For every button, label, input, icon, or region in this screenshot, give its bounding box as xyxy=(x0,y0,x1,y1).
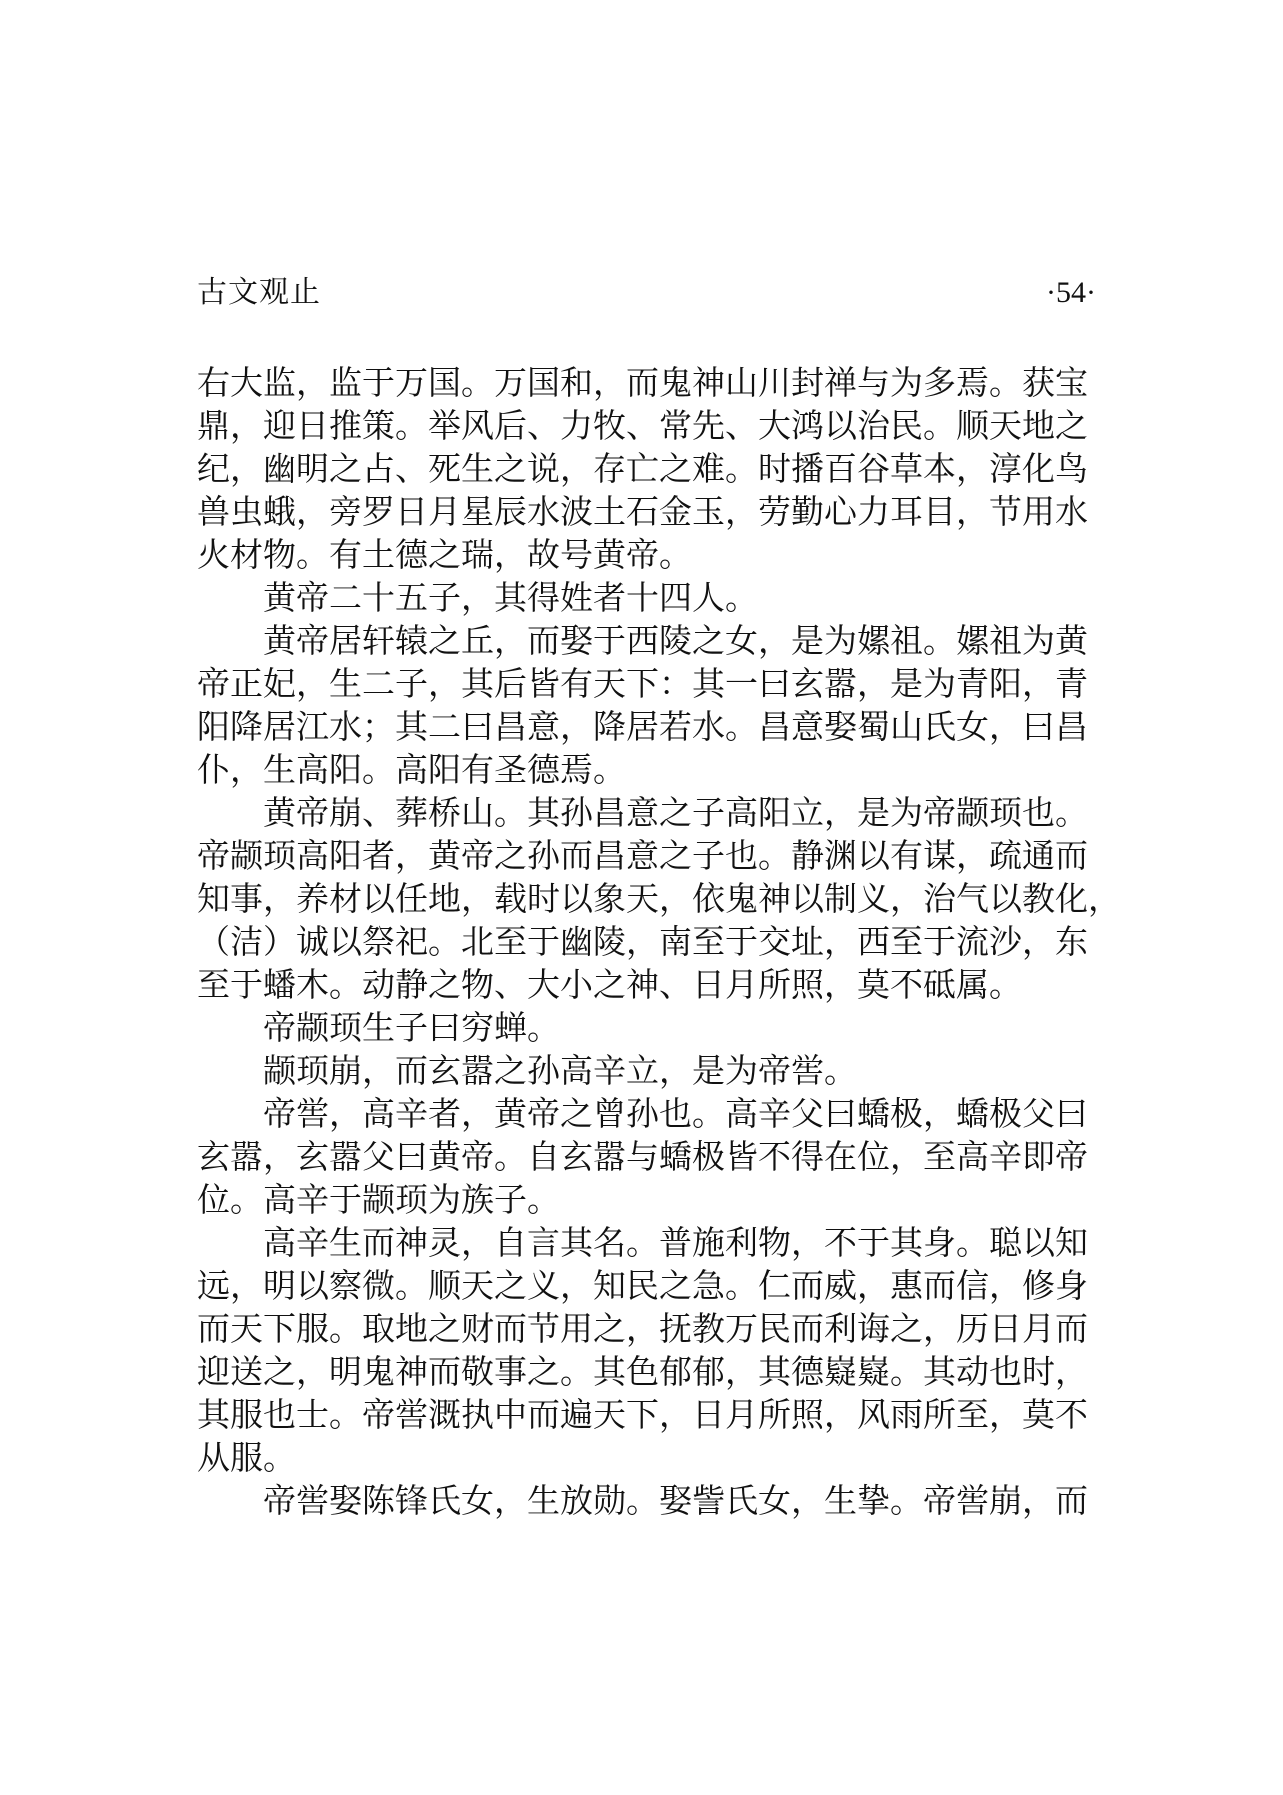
text-line: 帝正妃，生二子，其后皆有天下：其一曰玄嚣，是为青阳，青 xyxy=(197,664,1088,703)
paragraph xyxy=(197,791,1121,1006)
text-line: 帝喾娶陈锋氏女，生放勋。娶訾氏女，生挚。帝喾崩，而 xyxy=(263,1481,1088,1520)
paragraph xyxy=(197,1006,1097,1049)
text-line: 黄帝二十五子，其得姓者十四人。 xyxy=(263,578,758,617)
text-line: 帝喾，高辛者，黄帝之曾孙也。高辛父曰蟜极，蟜极父曰 xyxy=(263,1094,1088,1133)
paragraph xyxy=(197,1092,1097,1221)
paragraph xyxy=(197,619,1097,791)
text-line: 兽虫蛾，旁罗日月星辰水波土石金玉，劳勤心力耳目，节用水 xyxy=(197,492,1088,531)
text-line: 颛顼崩，而玄嚣之孙高辛立，是为帝喾。 xyxy=(263,1051,857,1090)
text-line: 玄嚣，玄嚣父曰黄帝。自玄嚣与蟜极皆不得在位，至高辛即帝 xyxy=(197,1137,1088,1176)
paragraph xyxy=(197,576,1097,619)
text-line: 火材物。有土德之瑞，故号黄帝。 xyxy=(197,535,692,574)
text-line: 而天下服。取地之财而节用之，抚教万民而利诲之，历日月而 xyxy=(197,1309,1088,1348)
body-text xyxy=(197,361,1121,1522)
text-line: 帝颛顼高阳者，黄帝之孙而昌意之子也。静渊以有谋，疏通而 xyxy=(197,836,1088,875)
paragraph xyxy=(197,1479,1097,1522)
text-line: 位。高辛于颛顼为族子。 xyxy=(197,1180,560,1219)
text-line: 远，明以察微。顺天之义，知民之急。仁而威，惠而信，修身 xyxy=(197,1266,1088,1305)
page-number: ·54· xyxy=(1046,276,1096,309)
text-line: 至于蟠木。动静之物、大小之神、日月所照，莫不砥属。 xyxy=(197,965,1022,1004)
text-line: 纪，幽明之占、死生之说，存亡之难。时播百谷草本，淳化鸟 xyxy=(197,449,1088,488)
text-line: 阳降居江水；其二曰昌意，降居若水。昌意娶蜀山氏女，曰昌 xyxy=(197,707,1088,746)
text-line: 右大监，监于万国。万国和，而鬼神山川封禅与为多焉。获宝 xyxy=(197,363,1088,402)
text-line: 黄帝崩、葬桥山。其孙昌意之子高阳立，是为帝颛顼也。 xyxy=(263,793,1088,832)
text-line: （洁）诚以祭祀。北至于幽陵，南至于交址，西至于流沙，东 xyxy=(197,922,1088,961)
text-line: 高辛生而神灵，自言其名。普施利物，不于其身。聪以知 xyxy=(263,1223,1088,1262)
text-line: 从服。 xyxy=(197,1438,296,1477)
paragraph xyxy=(197,1049,1097,1092)
running-header-book-title: 古文观止 xyxy=(197,275,321,310)
text-line: 仆，生高阳。高阳有圣德焉。 xyxy=(197,750,626,789)
paragraph xyxy=(197,1221,1097,1479)
text-line: 其服也士。帝喾溉执中而遍天下，日月所照，风雨所至，莫不 xyxy=(197,1395,1088,1434)
text-line: 迎送之，明鬼神而敬事之。其色郁郁，其德嶷嶷。其动也时， xyxy=(197,1352,1088,1391)
text-line: 知事，养材以任地，载时以象天，依鬼神以制义，治气以教化， xyxy=(197,879,1121,918)
paragraph xyxy=(197,361,1097,576)
text-line: 鼎，迎日推策。举风后、力牧、常先、大鸿以治民。顺天地之 xyxy=(197,406,1088,445)
text-line: 帝颛顼生子曰穷蝉。 xyxy=(263,1008,560,1047)
text-line: 黄帝居轩辕之丘，而娶于西陵之女，是为嫘祖。嫘祖为黄 xyxy=(263,621,1088,660)
